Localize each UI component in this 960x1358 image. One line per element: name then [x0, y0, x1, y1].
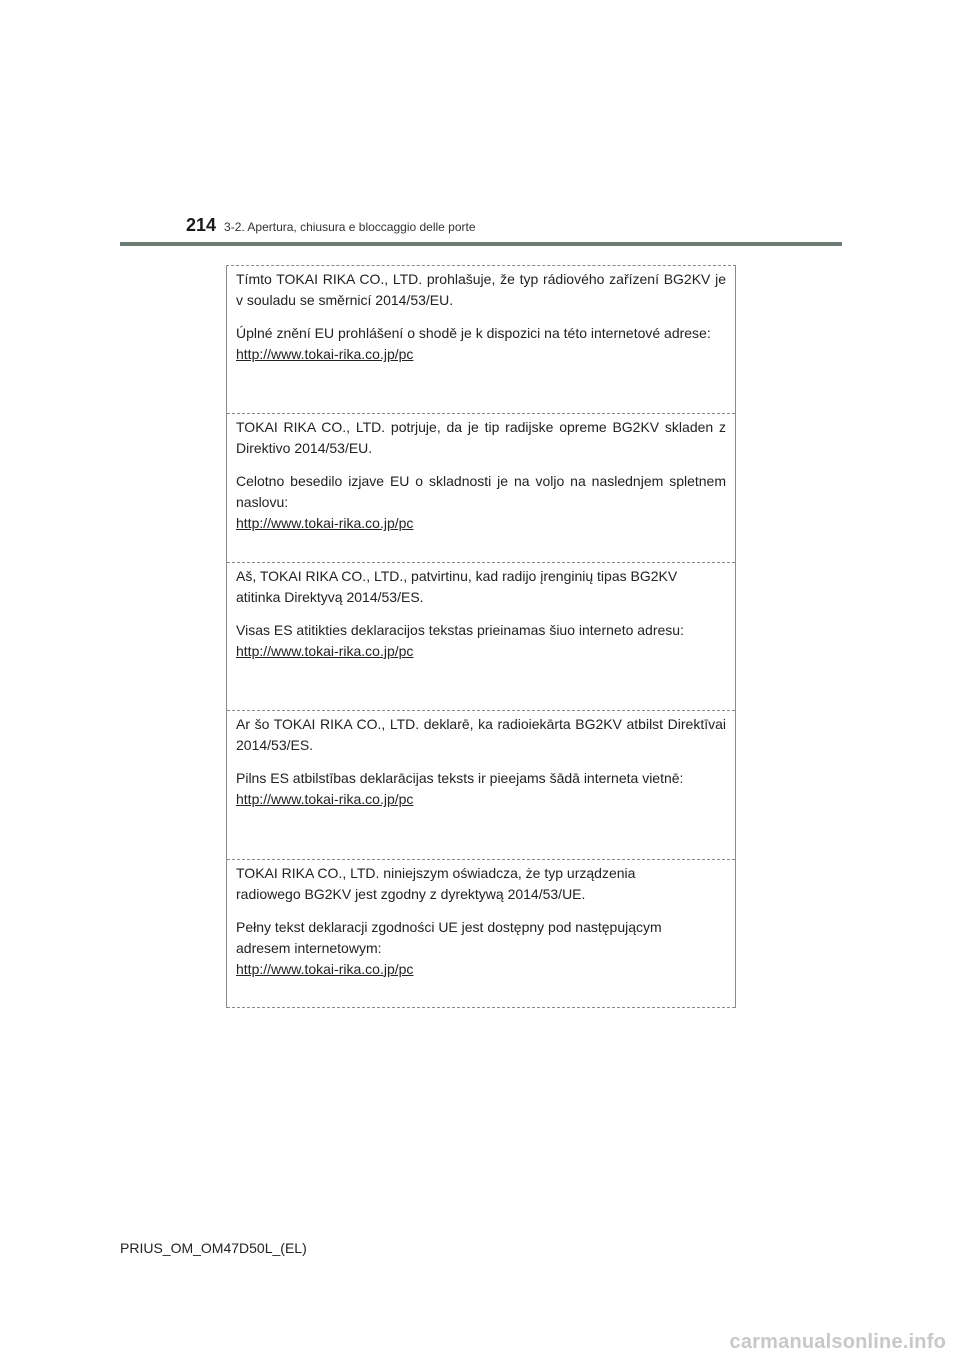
declaration-url-link[interactable]: http://www.tokai-rika.co.jp/pc — [236, 515, 414, 532]
declaration-latvian — [227, 711, 735, 859]
declaration-url-link[interactable]: http://www.tokai-rika.co.jp/pc — [236, 346, 414, 362]
declaration-statement: Tímto TOKAI RIKA CO., LTD. prohlašuje, že typ rádiového zařízení BG2KV je v souladu se směrnicí 2014/53/EU. — [236, 271, 726, 308]
declaration-url-link[interactable]: http://www.tokai-rika.co.jp/pc — [236, 960, 414, 977]
section-title: 3-2. Apertura, chiusura e bloccaggio delle porte — [224, 220, 476, 234]
declaration-url-link[interactable]: http://www.tokai-rika.co.jp/pc — [236, 642, 414, 659]
footer-doc-code: PRIUS_OM_OM47D50L_(EL) — [120, 1240, 307, 1256]
declaration-table — [226, 265, 736, 1008]
declaration-slovenian — [227, 414, 735, 562]
declaration-info: Pełny tekst deklaracji zgodności UE jest dostępny pod następującym adresem internetowym: — [236, 918, 662, 956]
header-rule — [120, 242, 842, 246]
declaration-statement: TOKAI RIKA CO., LTD. niniejszym oświadcza, że typ urządzenia radiowego BG2KV jest zgodny z dyrektywą 2014/53/UE. — [236, 864, 636, 902]
declaration-info: Úplné znění EU prohlášení o shodě je k dispozici na této internetové adrese: — [236, 325, 711, 341]
page-header — [186, 215, 476, 239]
declaration-info: Pilns ES atbilstības deklarācijas teksts ir pieejams šādā interneta vietnē: — [236, 770, 684, 787]
declaration-statement: Aš, TOKAI RIKA CO., LTD., patvirtinu, kad radijo įrenginių tipas BG2KV atitinka Direktyvą 2014/53/ES. — [236, 567, 678, 605]
declaration-statement: Ar šo TOKAI RIKA CO., LTD. deklarē, ka radioiekārta BG2KV atbilst Direktīvai 2014/53/ES. — [236, 716, 726, 754]
declaration-lithuanian — [227, 563, 735, 711]
declaration-info: Visas ES atitikties deklaracijos tekstas prieinamas šiuo interneto adresu: — [236, 621, 684, 638]
declaration-info: Celotno besedilo izjave EU o skladnosti je na voljo na naslednjem spletnem naslovu: — [236, 473, 726, 511]
declaration-polish — [227, 860, 735, 1008]
declaration-statement: TOKAI RIKA CO., LTD. potrjuje, da je tip radijske opreme BG2KV skladen z Direktivo 2014/53/EU. — [236, 419, 726, 457]
page-number: 214 — [186, 215, 217, 235]
declaration-czech — [227, 266, 735, 414]
declaration-url-link[interactable]: http://www.tokai-rika.co.jp/pc — [236, 791, 414, 808]
watermark: carmanualsonline.info — [729, 1331, 946, 1353]
